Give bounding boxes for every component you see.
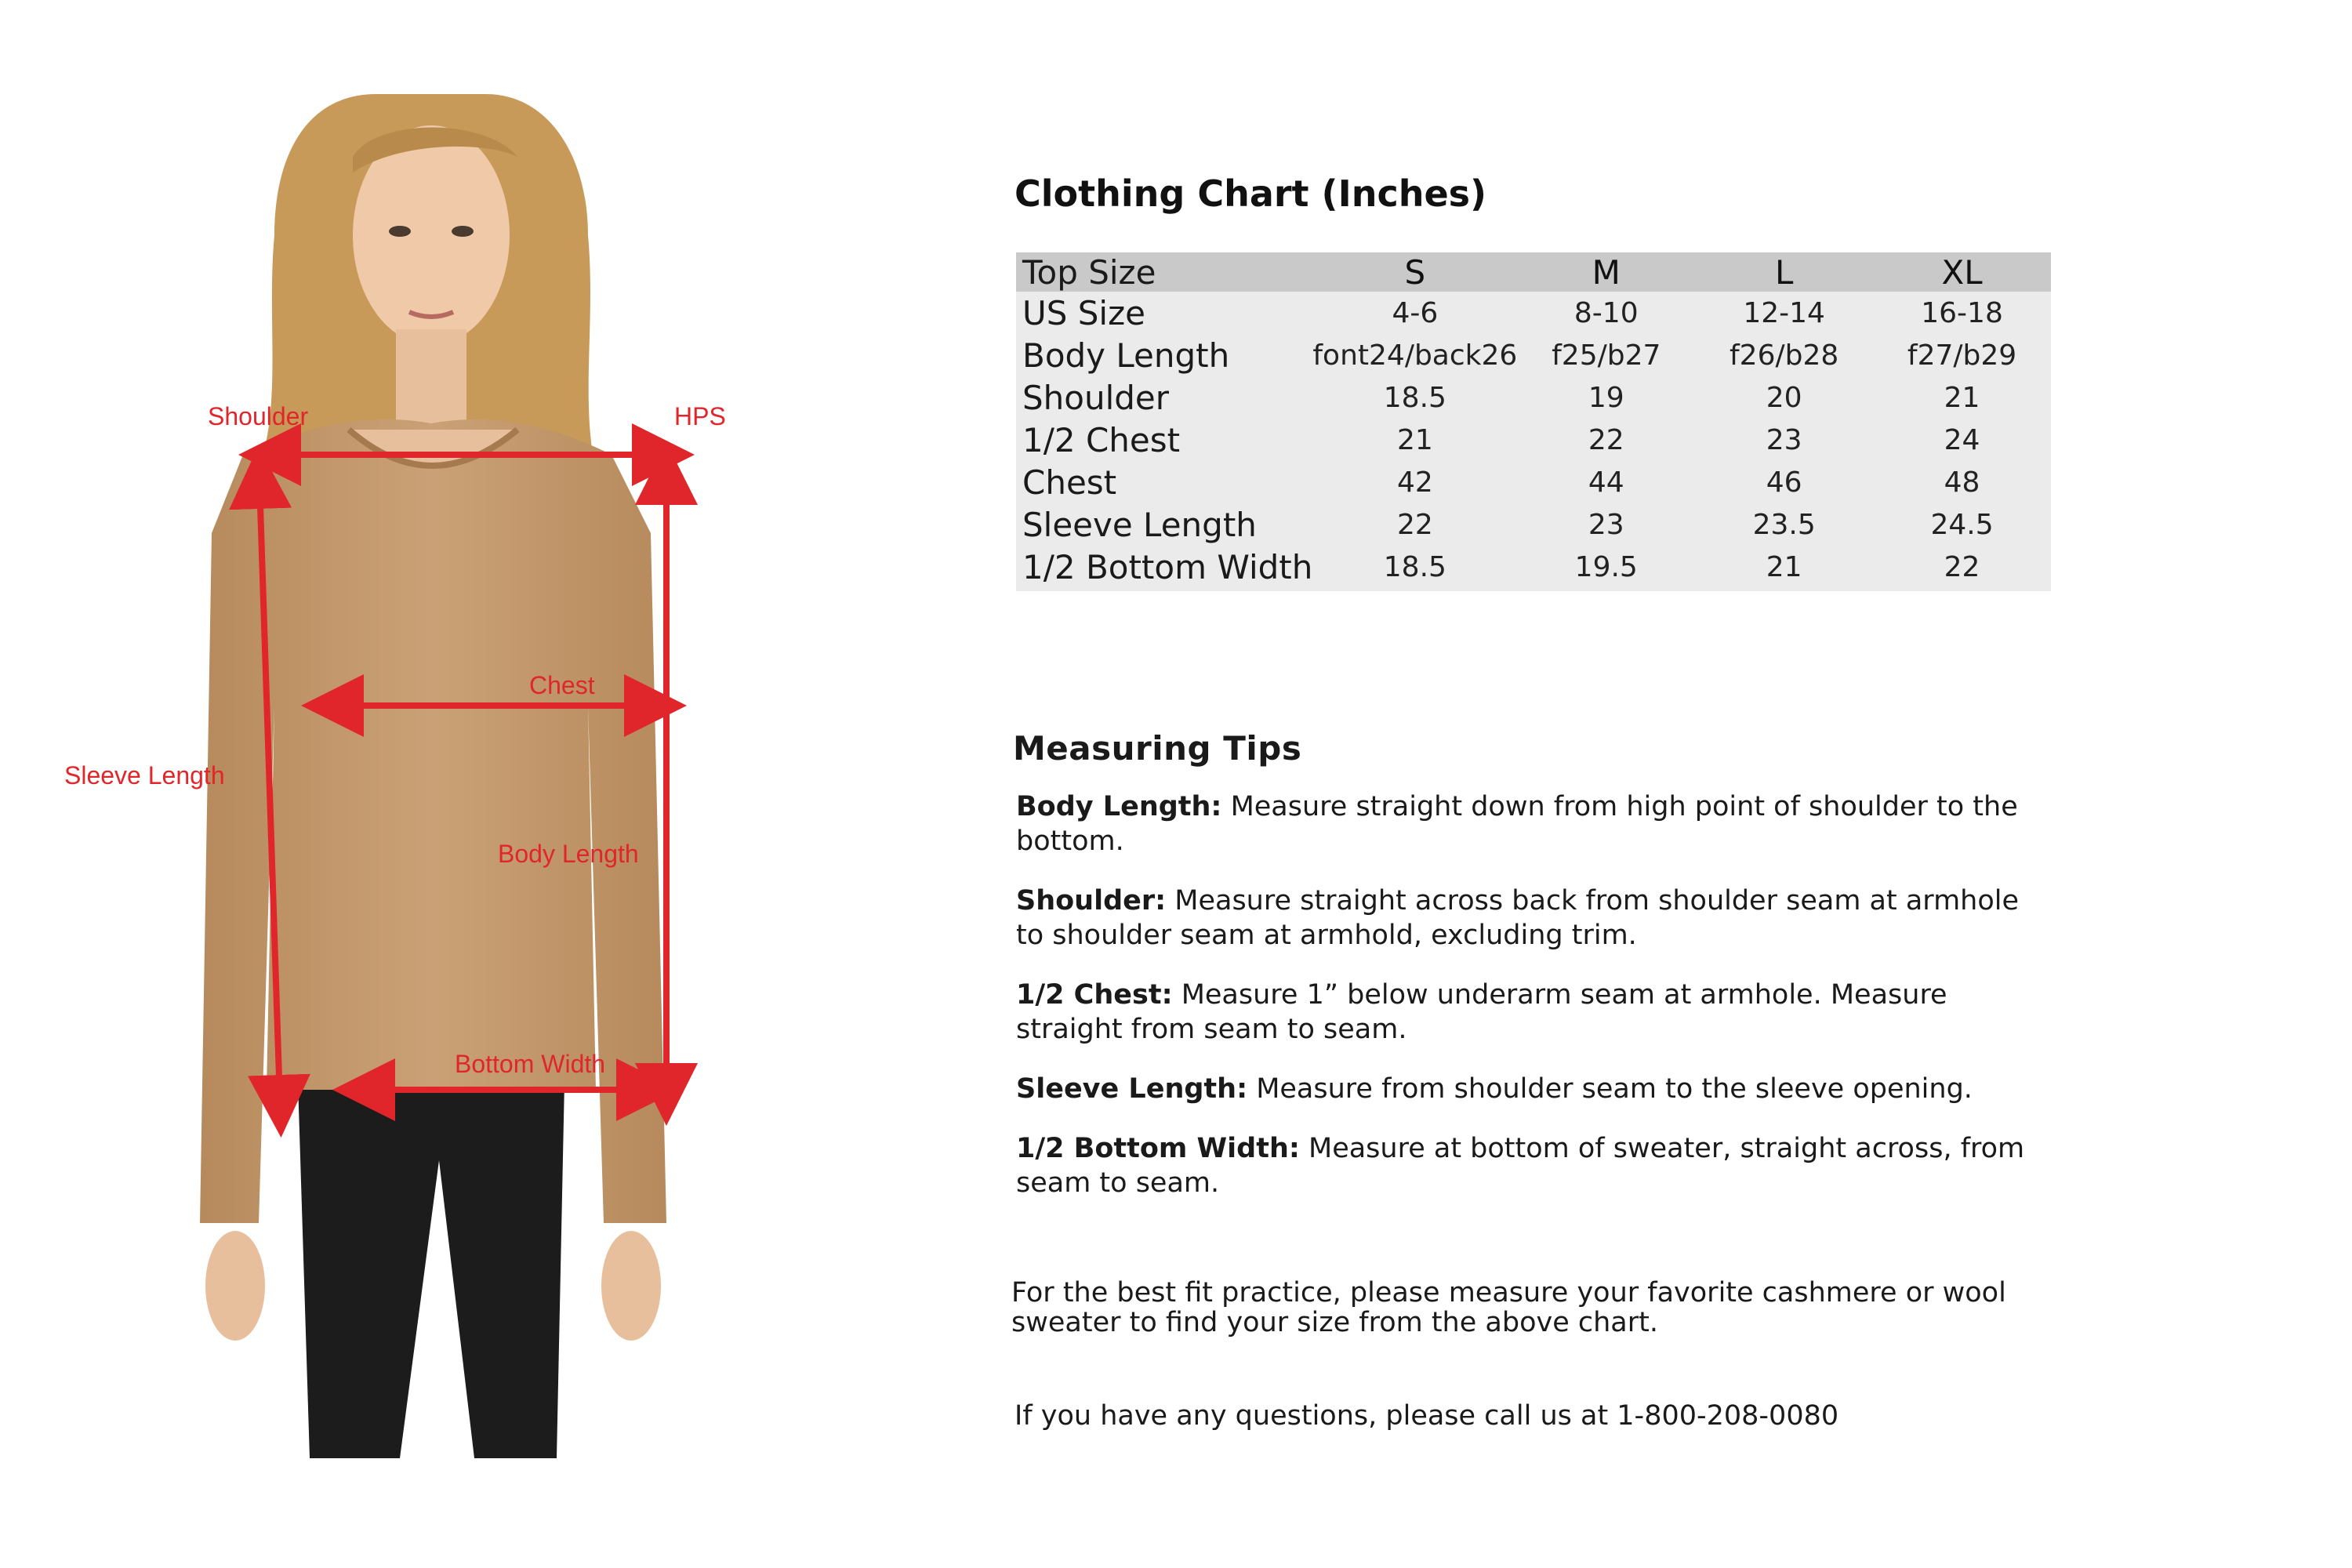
tip-sleeve-length	[1016, 1072, 2032, 1106]
label-hps: HPS	[674, 402, 726, 430]
table-cell: 18.5	[1312, 376, 1517, 419]
table-cell: 24	[1873, 419, 2051, 461]
label-body-length: Body Length	[498, 840, 639, 868]
table-cell: 22	[1312, 503, 1517, 546]
table-cell: 42	[1312, 461, 1517, 503]
table-cell: 4-6	[1312, 292, 1517, 334]
table-cell: f25/b27	[1517, 334, 1695, 376]
table-cell: 44	[1517, 461, 1695, 503]
table-cell: 18.5	[1312, 546, 1517, 591]
table-row	[1016, 292, 2051, 334]
contact-line: If you have any questions, please call us at 1-800-208-0080	[1014, 1400, 1839, 1432]
table-cell: 46	[1695, 461, 1873, 503]
tip-half-bottom-width	[1016, 1131, 2032, 1200]
table-cell: 21	[1312, 419, 1517, 461]
header-cell: XL	[1873, 252, 2051, 292]
table-cell: 22	[1873, 546, 2051, 591]
tip-term: Body Length:	[1016, 791, 1222, 822]
table-cell: 20	[1695, 376, 1873, 419]
table-row	[1016, 376, 2051, 419]
model-figure	[47, 63, 800, 1458]
table-cell: 23	[1695, 419, 1873, 461]
table-cell: 21	[1695, 546, 1873, 591]
pants	[298, 1082, 564, 1458]
header-cell: Top Size	[1016, 252, 1312, 292]
fit-note: For the best fit practice, please measure your favorite cashmere or wool sweater to find your size from the above chart.	[1011, 1277, 2006, 1338]
tip-text: Measure from shoulder seam to the sleeve opening.	[1247, 1073, 1973, 1105]
table-row	[1016, 503, 2051, 546]
model-illustration	[47, 63, 800, 1458]
table-row	[1016, 334, 2051, 376]
table-row	[1016, 461, 2051, 503]
measuring-tips	[1013, 729, 2032, 1225]
table-cell: 12-14	[1695, 292, 1873, 334]
tip-text: Measure straight down from high point of shoulder to the bottom.	[1016, 791, 2018, 857]
header-cell: S	[1312, 252, 1517, 292]
table-row	[1016, 419, 2051, 461]
row-label: Shoulder	[1016, 376, 1312, 419]
tip-shoulder	[1016, 884, 2032, 953]
table-cell: 8-10	[1517, 292, 1695, 334]
tip-term: Sleeve Length:	[1016, 1073, 1248, 1105]
row-label: 1/2 Chest	[1016, 419, 1312, 461]
table-cell: f27/b29	[1873, 334, 2051, 376]
row-label: Chest	[1016, 461, 1312, 503]
table-cell: 21	[1873, 376, 2051, 419]
tips-heading: Measuring Tips	[1013, 729, 1302, 768]
tip-text: Measure 1” below underarm seam at armhole. Measure straight from seam to seam.	[1016, 979, 1947, 1045]
table-cell: font24/back26	[1312, 334, 1517, 376]
table-cell: f26/b28	[1695, 334, 1873, 376]
tip-body-length	[1016, 789, 2032, 858]
tip-term: Shoulder:	[1016, 885, 1167, 916]
row-label: Sleeve Length	[1016, 503, 1312, 546]
row-label: Body Length	[1016, 334, 1312, 376]
table-cell: 23.5	[1695, 503, 1873, 546]
chart-title: Clothing Chart (Inches)	[1014, 172, 1487, 215]
table-header-row	[1016, 252, 2051, 292]
size-table	[1016, 252, 2051, 591]
table-cell: 48	[1873, 461, 2051, 503]
table-cell: 24.5	[1873, 503, 2051, 546]
row-label: US Size	[1016, 292, 1312, 334]
header-cell: L	[1695, 252, 1873, 292]
tip-term: 1/2 Bottom Width:	[1016, 1133, 1300, 1164]
tip-term: 1/2 Chest:	[1016, 979, 1173, 1011]
label-chest: Chest	[529, 671, 595, 699]
row-label: 1/2 Bottom Width	[1016, 546, 1312, 591]
table-cell: 19.5	[1517, 546, 1695, 591]
tip-half-chest	[1016, 978, 2032, 1047]
tip-text: Measure straight across back from shoulder seam at armhole to shoulder seam at armhold, excluding trim.	[1016, 885, 2020, 951]
tip-text: Measure at bottom of sweater, straight across, from seam to seam.	[1016, 1133, 2025, 1199]
table-cell: 16-18	[1873, 292, 2051, 334]
header-cell: M	[1517, 252, 1695, 292]
table-cell: 22	[1517, 419, 1695, 461]
label-sleeve-length: Sleeve Length	[64, 761, 225, 789]
neck	[396, 329, 466, 423]
label-shoulder: Shoulder	[208, 402, 309, 430]
table-cell: 19	[1517, 376, 1695, 419]
table-row	[1016, 546, 2051, 591]
table-cell: 23	[1517, 503, 1695, 546]
label-bottom-width: Bottom Width	[455, 1050, 606, 1078]
